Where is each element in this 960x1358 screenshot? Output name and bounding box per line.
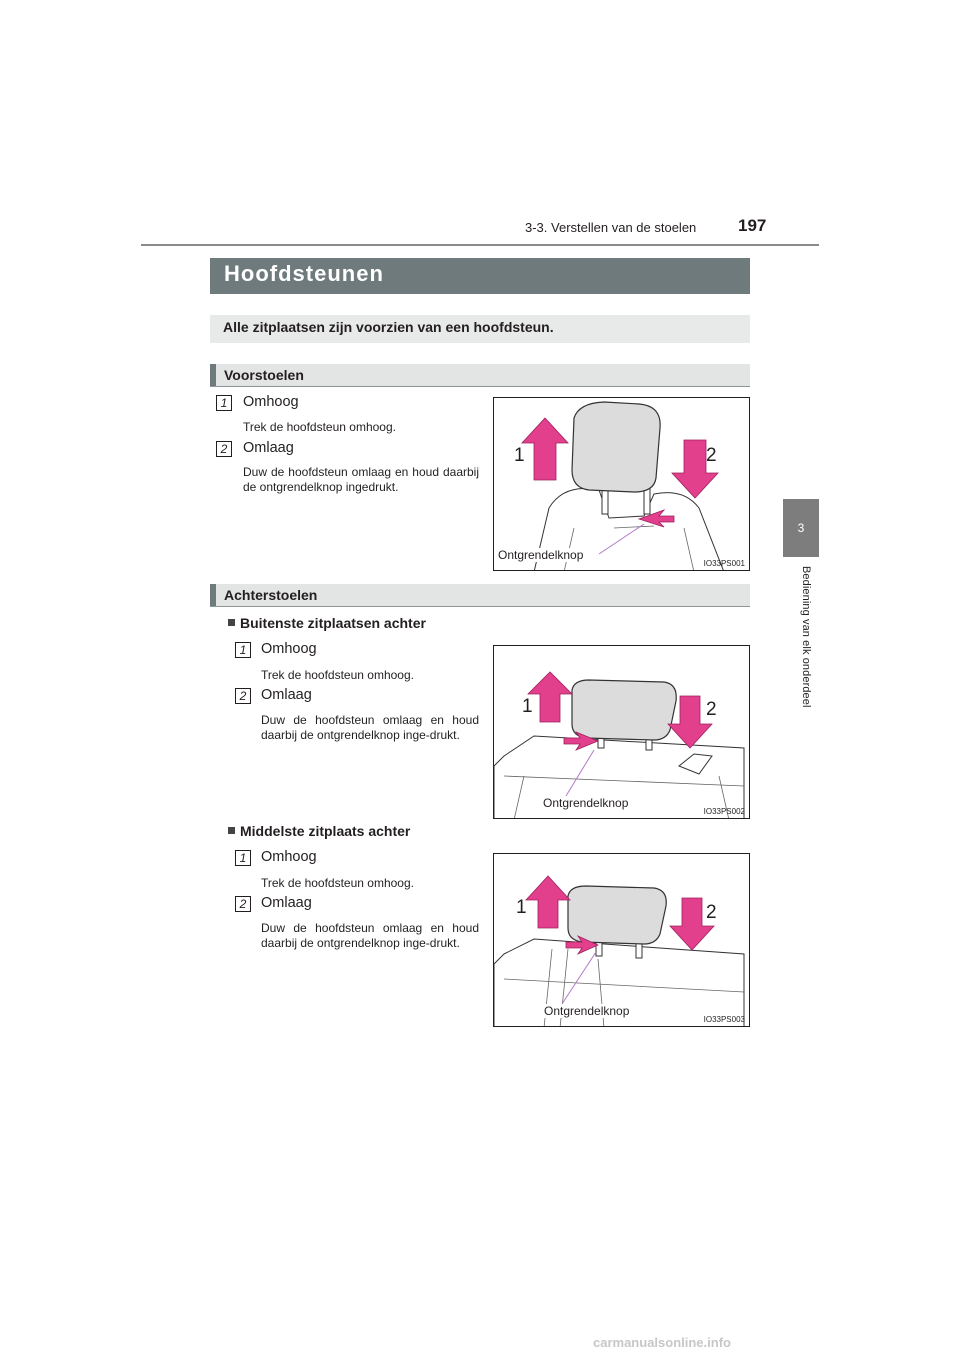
- rear-seats-heading-text: Achterstoelen: [224, 587, 318, 603]
- step-label: Omlaag: [261, 895, 312, 911]
- intro-bar: [210, 315, 750, 343]
- step-description: Duw de hoofdsteun omlaag en houd daarbij de ontgrendelknop ingedrukt.: [243, 465, 479, 494]
- section-label: 3-3. Verstellen van de stoelen: [525, 220, 697, 235]
- step-number-icon: 1: [216, 395, 232, 411]
- release-button-label: Ontgrendelknop: [544, 1004, 630, 1018]
- release-button-label: Ontgrendelknop: [498, 548, 584, 562]
- page-title: Hoofdsteunen: [224, 261, 384, 286]
- step-label: Omlaag: [261, 687, 312, 703]
- outer-rear-headrest-illustration: [494, 646, 750, 819]
- rear-seats-heading: [210, 584, 750, 607]
- callout-1: 1: [522, 696, 533, 717]
- outer-rear-headrest-figure: [493, 645, 750, 819]
- step-number-icon: 1: [235, 642, 251, 658]
- step-description: Duw de hoofdsteun omlaag en houd daarbij de ontgrendelknop inge-drukt.: [261, 713, 479, 742]
- step-number-icon: 2: [235, 896, 251, 912]
- figure-code: IO33PS003: [703, 1015, 745, 1024]
- bullet-square-icon: [228, 619, 235, 626]
- step-number-icon: 2: [235, 688, 251, 704]
- page-number: 197: [738, 216, 767, 235]
- step-description: Trek de hoofdsteun omhoog.: [243, 420, 396, 434]
- front-seats-heading-text: Voorstoelen: [224, 367, 304, 383]
- outer-seats-title: Buitenste zitplaatsen achter: [228, 615, 426, 631]
- intro-text: Alle zitplaatsen zijn voorzien van een hoofdsteun.: [223, 319, 554, 335]
- step-label: Omhoog: [261, 641, 317, 657]
- step-label: Omhoog: [243, 394, 299, 410]
- figure-code: IO33PS001: [703, 559, 745, 568]
- front-headrest-illustration: [494, 398, 750, 571]
- step-description: Trek de hoofdsteun omhoog.: [261, 668, 414, 682]
- bullet-square-icon: [228, 827, 235, 834]
- middle-seat-title: Middelste zitplaats achter: [228, 823, 410, 839]
- callout-2: 2: [706, 699, 717, 720]
- step-label: Omlaag: [243, 440, 294, 456]
- step-number-icon: 2: [216, 441, 232, 457]
- header-divider: [141, 244, 819, 246]
- step-label: Omhoog: [261, 849, 317, 865]
- middle-rear-headrest-illustration: [494, 854, 750, 1027]
- step-description: Trek de hoofdsteun omhoog.: [261, 876, 414, 890]
- chapter-number: 3: [797, 521, 805, 535]
- watermark: carmanualsonline.info: [593, 1335, 731, 1350]
- front-headrest-figure: [493, 397, 750, 571]
- chapter-title: Bediening van elk onderdeel: [800, 566, 812, 708]
- middle-rear-headrest-figure: [493, 853, 750, 1027]
- front-seats-heading: [210, 364, 750, 387]
- callout-1: 1: [514, 445, 525, 466]
- callout-1: 1: [516, 897, 527, 918]
- callout-2: 2: [706, 902, 717, 923]
- page-title-bar: [210, 258, 750, 294]
- step-number-icon: 1: [235, 850, 251, 866]
- release-button-label: Ontgrendelknop: [543, 796, 629, 810]
- chapter-tab: [783, 499, 819, 557]
- step-description: Duw de hoofdsteun omlaag en houd daarbij de ontgrendelknop inge-drukt.: [261, 921, 479, 950]
- callout-2: 2: [706, 445, 717, 466]
- figure-code: IO33PS002: [703, 807, 745, 816]
